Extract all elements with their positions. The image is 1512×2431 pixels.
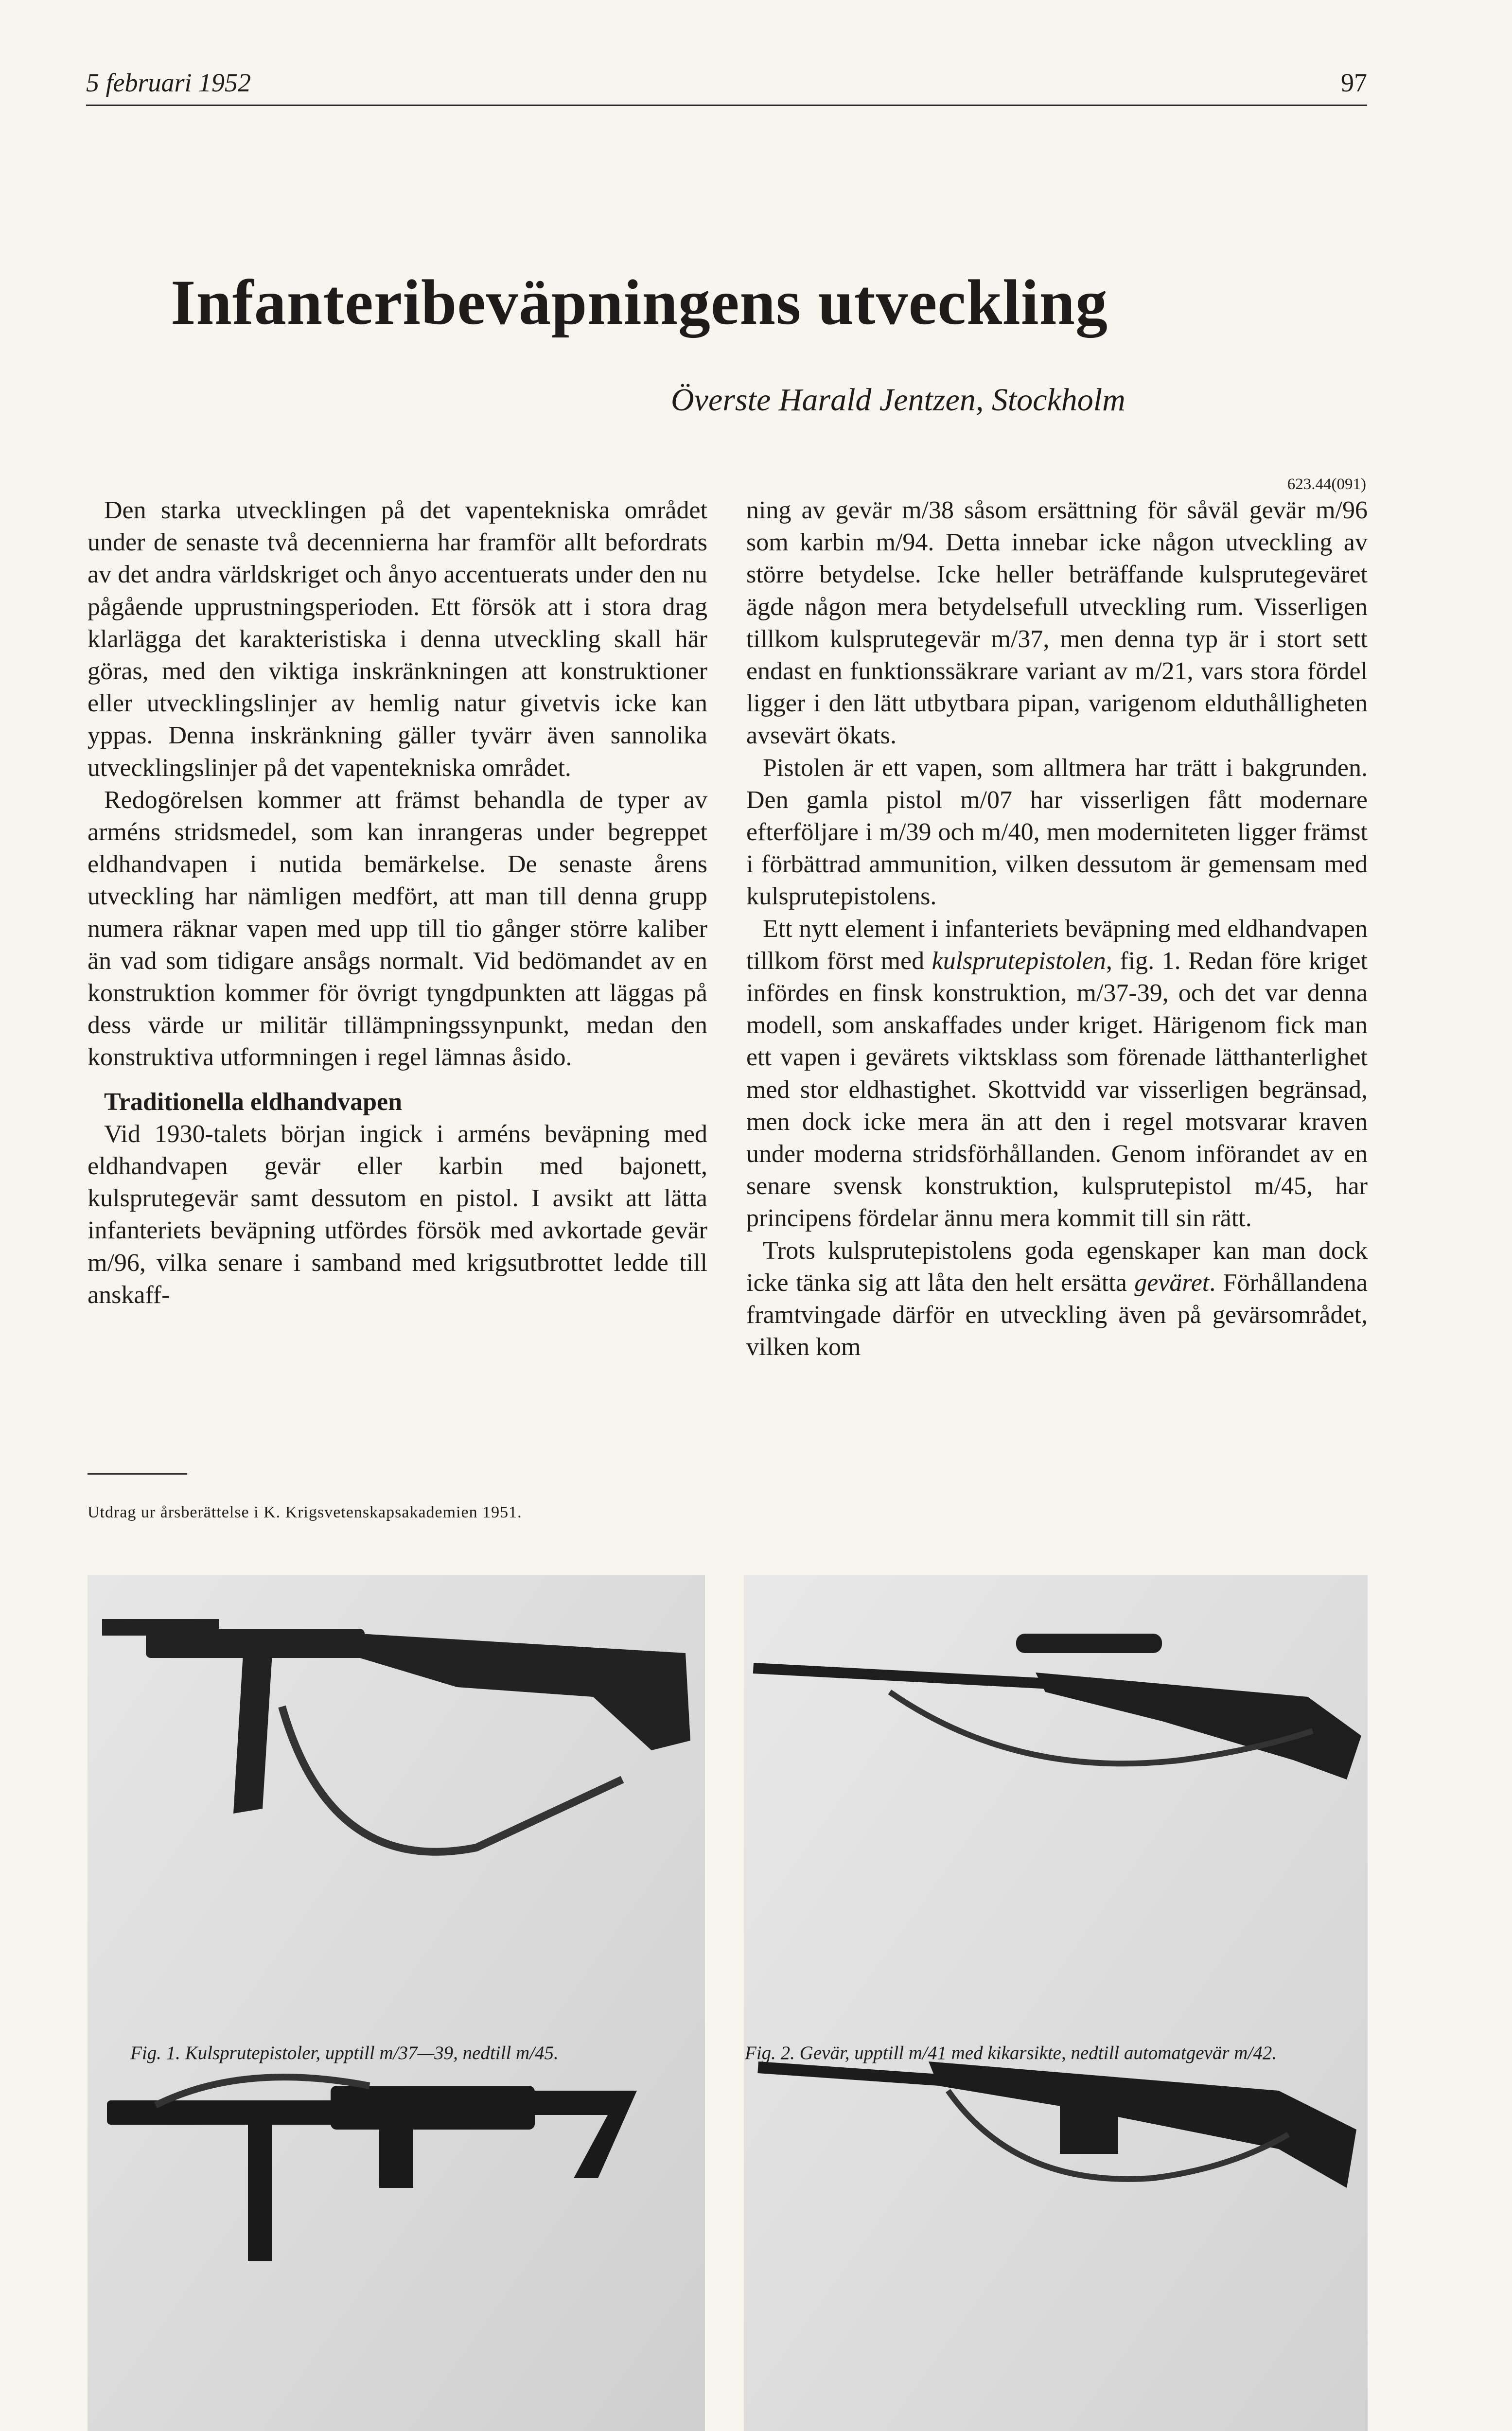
left-column — [88, 494, 707, 1311]
rifles-image — [744, 1575, 1368, 2431]
figure-2-caption: Fig. 2. Gevär, upptill m/41 med kikarsikte, nedtill automatgevär m/42. — [745, 2043, 1277, 2063]
figure-2-photo — [744, 1575, 1368, 2431]
footnote: Utdrag ur årsberättelse i K. Krigsvetenskapsakademien 1951. — [88, 1503, 522, 1521]
emphasis: geväret — [1134, 1268, 1210, 1297]
paragraph: Ett nytt element i infanteriets beväpning med eldhandvapen tillkom först med kulsprutepistolen, fig. 1. Redan före kriget infördes en finsk konstruktion, m/37-39, och det var denna modell, som anskaffades under kriget. Härigenom fick man ett vapen i gevärets viktsklass som förenade lätthanterlighet med stor eldhastighet. Skottvidd var visserligen begränsad, men dock icke mera än att den i regel motsvarar kraven under moderna stridsförhållanden. Genom införandet av en senare svensk konstruktion, kulsprutepistol m/45, har principens fördelar ännu mera kommit till sin rätt. — [746, 915, 1368, 1233]
paragraph: Pistolen är ett vapen, som alltmera har trätt i bakgrunden. Den gamla pistol m/07 har visserligen fått modernare efterföljare i m/39 och m/40, men moderniteten ligger främst i förbättrad ammunition, vilken dessutom är gemensam med kulsprutepistolens. — [746, 754, 1368, 911]
figure-1-photo — [88, 1575, 705, 2431]
paragraph: Trots kulsprutepistolens goda egenskaper kan man dock icke tänka sig att låta den helt ersätta geväret. Förhållandena framtvingade därför en utveckling även på gevärsområdet, vilken kom — [746, 1236, 1368, 1361]
paragraph: Redogörelsen kommer att främst behandla de typer av arméns stridsmedel, som kan inrangeras under begreppet eldhandvapen i nutida bemärkelse. De senaste årens utveckling har nämligen medfört, att man till denna grupp numera räknar vapen med upp till tio gånger större kaliber än vad som tidigare ansågs normalt. Vid bedömandet av en konstruktion kommer för övrigt tyngdpunkten att läggas på dess värde ur militär tillämpningssynpunkt, medan den konstruktiva utformningen i regel lämnas åsido. — [88, 786, 707, 1072]
article-title: Infanteribeväpningens utveckling — [171, 266, 1108, 338]
issue-date: 5 februari 1952 — [86, 68, 251, 97]
figure-1-caption: Fig. 1. Kulsprutepistoler, upptill m/37—39, nedtill m/45. — [130, 2043, 559, 2063]
classification-code: 623.44(091) — [1287, 476, 1366, 493]
section-heading: Traditionella eldhandvapen — [104, 1088, 403, 1116]
submachine-guns-image — [88, 1575, 705, 2431]
page-number: 97 — [1341, 68, 1367, 97]
article-author: Överste Harald Jentzen, Stockholm — [671, 382, 1125, 418]
paragraph: Den starka utvecklingen på det vapentekniska området under de senaste två decennierna har framför allt befordrats av det andra världskriget och ånyo accentuerats under den nu pågående upprustningsperioden. Ett försök att i stora drag klarlägga det karakteristiska i denna utveckling skall här göras, med den viktiga inskränkningen att konstruktioner eller utvecklingslinjer av hemlig natur givetvis icke kan yppas. Denna inskränkning gäller tyvärr även sannolika utvecklingslinjer på det vapentekniska området. — [88, 496, 707, 782]
paragraph: Vid 1930-talets början ingick i arméns beväpning med eldhandvapen gevär eller karbin med bajonett, kulsprutegevär samt dessutom en pistol. I avsikt att lätta infanteriets beväpning utfördes försök med avkortade gevär m/96, vilka senare i samband med krigsutbrottet ledde till anskaff- — [88, 1120, 707, 1309]
emphasis: kulsprutepistolen — [932, 947, 1106, 975]
paragraph: ning av gevär m/38 såsom ersättning för såväl gevär m/96 som karbin m/94. Detta innebar icke någon utveckling av större betydelse. Icke heller beträffande kulsprutegeväret ägde någon mera betydelsefull utveckling rum. Visserligen tillkom kulsprutegevär m/37, men denna typ är i stort sett endast en funktionssäkrare variant av m/21, vars stora fördel ligger i den lätt utbytbara pipan, varigenom elduthålligheten avsevärt ökats. — [746, 496, 1368, 750]
footnote-divider — [88, 1473, 187, 1475]
running-header — [86, 61, 1367, 106]
right-column — [746, 494, 1368, 1363]
